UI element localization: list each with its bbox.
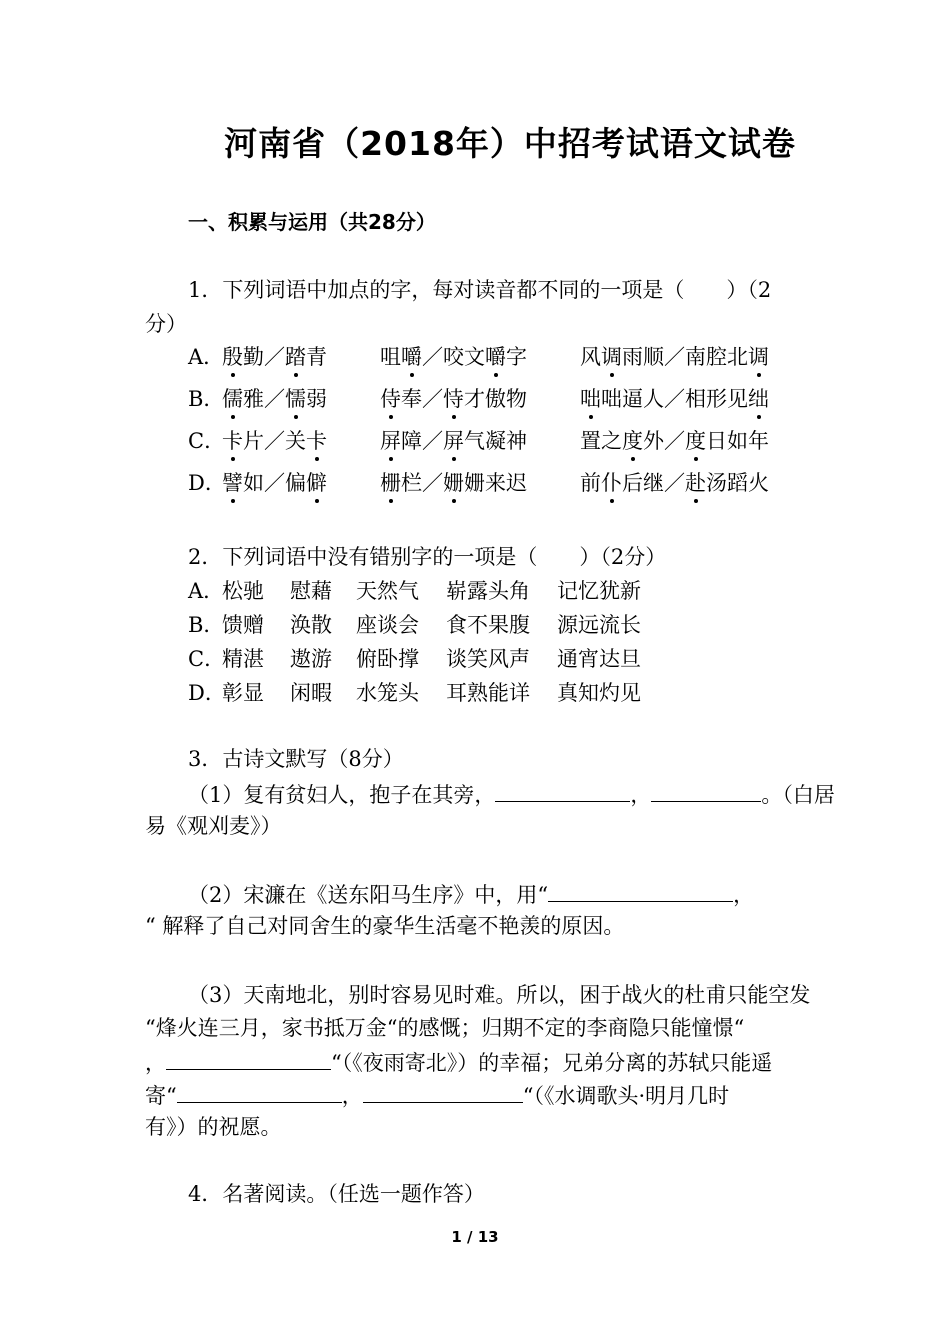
word-pair: 侍奉／恃才傲物 bbox=[380, 387, 527, 411]
option-label: D． bbox=[188, 681, 226, 705]
option-word: 耳熟能详 bbox=[446, 681, 530, 705]
q3-part3-line3 bbox=[145, 1047, 772, 1077]
answer-blank[interactable] bbox=[651, 779, 761, 802]
q3-part2-text-b: ， bbox=[733, 883, 755, 907]
word-pair: 殷勤／踏青 bbox=[222, 345, 327, 369]
word-pair: 咀嚼／咬文嚼字 bbox=[380, 345, 527, 369]
option-word: 谈笑风声 bbox=[446, 647, 530, 671]
section-heading: 一、积累与运用（共28分） bbox=[188, 210, 436, 234]
q1-stem-line2: 分） bbox=[145, 312, 187, 336]
option-label: C． bbox=[188, 647, 226, 671]
q3-part3-text-c: 寄“ bbox=[145, 1084, 177, 1108]
option-word: 彰显 bbox=[222, 681, 264, 705]
answer-blank[interactable] bbox=[548, 879, 733, 902]
answer-blank[interactable] bbox=[177, 1080, 342, 1103]
answer-blank[interactable] bbox=[166, 1047, 331, 1070]
option-word: 源远流长 bbox=[557, 613, 641, 637]
option-word: 涣散 bbox=[290, 613, 332, 637]
q3-part3-text-b: “（《夜雨寄北》）的幸福；兄弟分离的苏轼只能遥 bbox=[331, 1051, 773, 1075]
option-label: B． bbox=[188, 613, 225, 637]
q3-part3-text-d: ， bbox=[341, 1084, 363, 1108]
q3-part1-text-c: 。（白居 bbox=[761, 783, 835, 807]
option-label: A． bbox=[188, 579, 225, 603]
q3-part3-text-e: “（《水调歌头·明月几时 bbox=[522, 1084, 730, 1108]
option-word: 慰藉 bbox=[290, 579, 332, 603]
q3-part3-line1: （3）天南地北，别时容易见时难。所以，困于战火的杜甫只能空发 bbox=[188, 983, 811, 1007]
option-word: 崭露头角 bbox=[446, 579, 530, 603]
q1-stem-line1: 1．下列词语中加点的字，每对读音都不同的一项是（ ）（2 bbox=[188, 278, 772, 302]
q3-part3-line2: “烽火连三月，家书抵万金“的感慨；归期不定的李商隐只能憧憬“ bbox=[145, 1016, 745, 1040]
option-word: 精湛 bbox=[222, 647, 264, 671]
q3-stem: 3．古诗文默写（8分） bbox=[188, 747, 404, 771]
option-word: 水笼头 bbox=[356, 681, 419, 705]
word-pair: 咄咄逼人／相形见绌 bbox=[580, 387, 769, 411]
option-word: 馈赠 bbox=[222, 613, 264, 637]
q4-stem: 4．名著阅读。（任选一题作答） bbox=[188, 1182, 485, 1206]
word-pair: 儒雅／懦弱 bbox=[222, 387, 327, 411]
q2-stem: 2．下列词语中没有错别字的一项是（ ）（2分） bbox=[188, 545, 667, 569]
q3-part1-text-b: ， bbox=[630, 783, 652, 807]
word-pair: 置之度外／度日如年 bbox=[580, 429, 769, 453]
option-word: 通宵达旦 bbox=[557, 647, 641, 671]
q3-part1-line1 bbox=[188, 779, 835, 809]
q3-part3-line4 bbox=[145, 1080, 729, 1110]
option-label: A． bbox=[188, 345, 225, 369]
word-pair: 卡片／关卡 bbox=[222, 429, 327, 453]
option-word: 闲暇 bbox=[290, 681, 332, 705]
q3-part1-line2: 易《观刈麦》） bbox=[145, 814, 282, 838]
word-pair: 譬如／偏僻 bbox=[222, 471, 327, 495]
option-label: D． bbox=[188, 471, 226, 495]
option-word: 天然气 bbox=[356, 579, 419, 603]
answer-blank[interactable] bbox=[495, 779, 630, 802]
q3-part1-text-a: （1）复有贫妇人，抱子在其旁， bbox=[188, 783, 496, 807]
option-word: 食不果腹 bbox=[446, 613, 530, 637]
option-word: 真知灼见 bbox=[557, 681, 641, 705]
option-word: 俯卧撑 bbox=[356, 647, 419, 671]
q3-part2-line1 bbox=[188, 879, 754, 909]
option-word: 松驰 bbox=[222, 579, 264, 603]
q3-part2-line2: “ 解释了自己对同舍生的豪华生活毫不艳羡的原因。 bbox=[145, 914, 625, 938]
answer-blank[interactable] bbox=[363, 1080, 523, 1103]
word-pair: 前仆后继／赴汤蹈火 bbox=[580, 471, 769, 495]
q3-part2-text-a: （2）宋濂在《送东阳马生序》中，用“ bbox=[188, 883, 549, 907]
option-word: 座谈会 bbox=[356, 613, 419, 637]
option-label: C． bbox=[188, 429, 226, 453]
q3-part3-line5: 有》）的祝愿。 bbox=[145, 1115, 282, 1139]
page-number: 1 / 13 bbox=[451, 1228, 499, 1246]
option-word: 遨游 bbox=[290, 647, 332, 671]
option-word: 记忆犹新 bbox=[557, 579, 641, 603]
option-label: B． bbox=[188, 387, 225, 411]
q3-part3-text-a: ， bbox=[145, 1051, 166, 1075]
word-pair: 屏障／屏气凝神 bbox=[380, 429, 527, 453]
word-pair: 风调雨顺／南腔北调 bbox=[580, 345, 769, 369]
word-pair: 栅栏／姗姗来迟 bbox=[380, 471, 527, 495]
exam-title: 河南省（2018年）中招考试语文试卷 bbox=[224, 124, 796, 163]
